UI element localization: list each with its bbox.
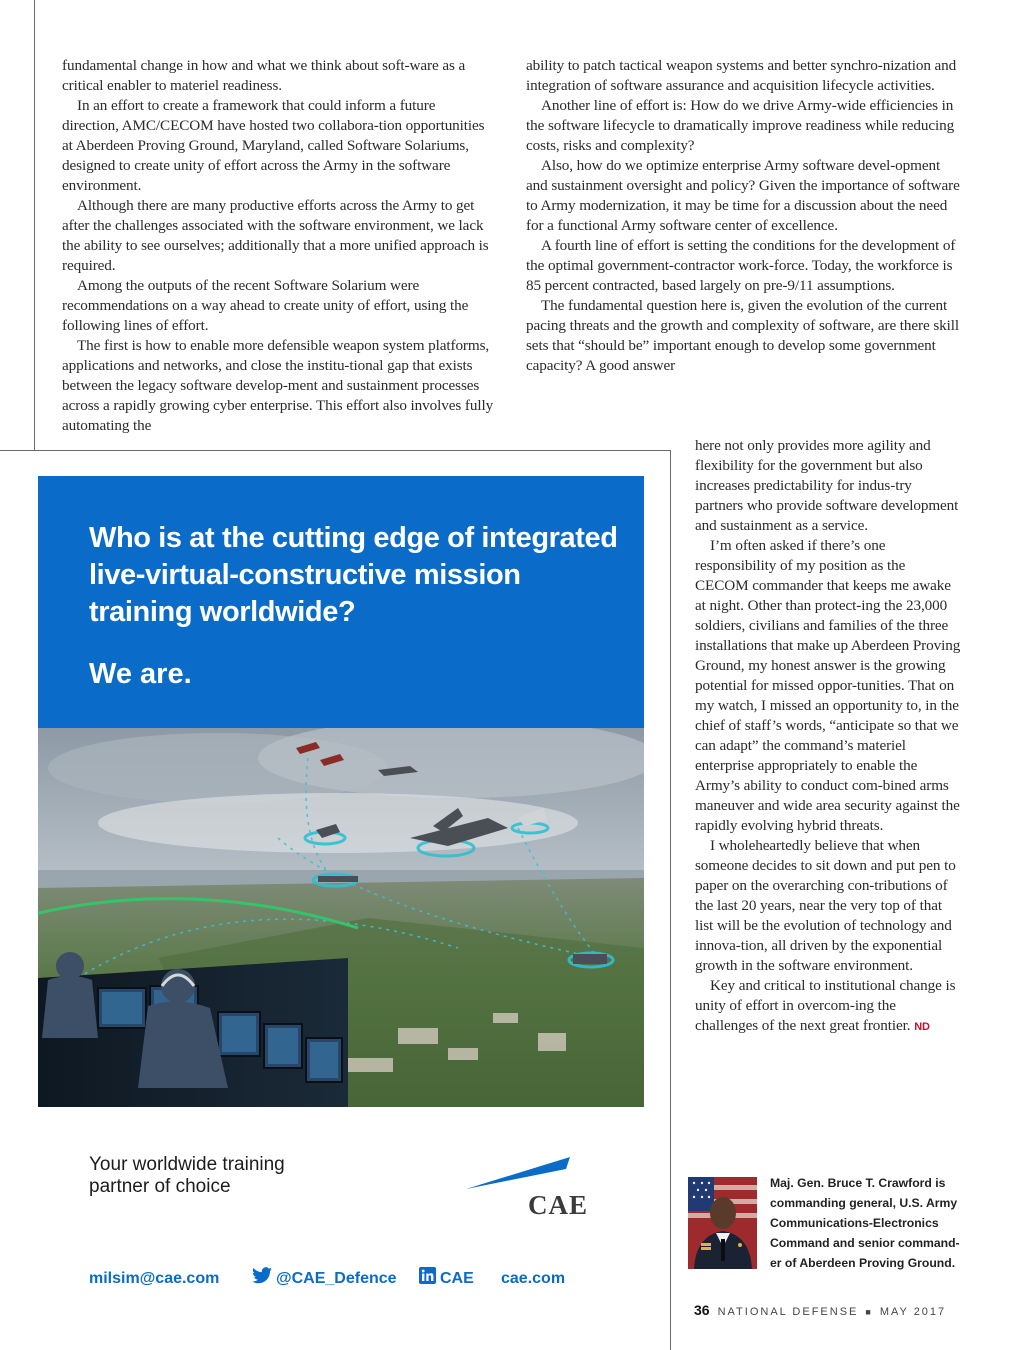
paragraph: Also, how do we optimize enterprise Army software devel-opment and sustainment oversight and policy? Given the importance of software to Army modernization, it may be time for a discussion about the need for a functional Army software center of excellence. [526, 157, 960, 234]
paragraph: In an effort to create a framework that could inform a future direction, AMC/CECOM have hosted two collabora-tion opportunities at Aberdeen Proving Ground, Maryland, called Software Solariums, designed to create unity of effort across the Army in the software environment. [62, 97, 485, 194]
separator-dot-icon: ■ [865, 1307, 873, 1317]
author-bio: Maj. Gen. Bruce T. Crawford is commanding general, U.S. Army Communications-Electronics Command and senior command-er of Aberdeen Proving Ground. [770, 1176, 960, 1270]
cae-logo-wordmark: CAE [528, 1190, 589, 1220]
closing-text: Key and critical to institutional change is unity of effort in overcom-ing the challenges of the next great frontier. [695, 977, 956, 1034]
ad-illustration [38, 728, 644, 1107]
paragraph: Another line of effort is: How do we drive Army-wide efficiencies in the software lifecycle to dramatically improve readiness while reducing costs, risks and complexity? [526, 97, 955, 154]
linkedin-icon [419, 1267, 436, 1291]
paragraph: here not only provides more agility and flexibility for the government but also increases predictability for indus-try partners who provide software development and sustainment as a service. [695, 437, 959, 534]
ad-frame-rule-right [670, 450, 671, 1350]
ad-headline-panel [38, 476, 644, 728]
paragraph: ability to patch tactical weapon systems and better synchro-nization and integration of software assurance and acquisition lifecycle activities. [526, 57, 957, 94]
ad-tagline: We are. [89, 658, 192, 690]
ad-slogan: Your worldwide training partner of choice [89, 1154, 285, 1197]
end-mark: ND [914, 1021, 930, 1033]
ad-email: milsim@cae.com [89, 1270, 220, 1287]
publication-name: NATIONAL DEFENSE [717, 1306, 859, 1318]
ad-website: cae.com [501, 1270, 566, 1287]
paragraph: fundamental change in how and what we think about soft-ware as a critical enabler to materiel readiness. [62, 57, 466, 94]
page-number: 36 [694, 1302, 710, 1318]
ad-website-link[interactable] [501, 1268, 565, 1290]
article-column-2 [526, 56, 960, 376]
issue-date: MAY 2017 [879, 1306, 947, 1318]
ad-headline: Who is at the cutting edge of integrated live-virtual-constructive mission training worldwide? [89, 522, 618, 628]
paragraph: The first is how to enable more defensible weapon system platforms, applications and networks, and close the institu-tional gap that exists between the legacy software develop-ment and sustainment processes across a rapidly growing cyber enterprise. This effort also involves fully automating the [62, 337, 494, 434]
paragraph: The fundamental question here is, given the evolution of the current pacing threats and the growth and complexity of software, are there skill sets that “should be” important enough to develop some government capacity? A good answer [526, 297, 959, 374]
paragraph: I’m often asked if there’s one responsibility of my position as the CECOM commander that keeps me awake at night. Other than protect-ing the 23,000 soldiers, civilians and families of the three installations that make up Aberdeen Proving Ground, my honest answer is the growing potential for missed oppor-tunities. That on my watch, I missed an opportunity to, in the chief of staff’s words, “anticipate so that we can adapt” the command’s materiel enterprise appropriately to enable the Army’s ability to conduct com-bined arms maneuver and wide area security against the rapidly evolving hybrid threats. [695, 537, 961, 834]
author-photo [688, 1177, 757, 1269]
closing-paragraph [695, 976, 961, 1037]
ad-frame-rule-top [0, 450, 670, 451]
ad-email-link[interactable] [89, 1268, 219, 1290]
paragraph: Although there are many productive efforts across the Army to get after the challenges associated with the software environment, we lack the ability to see ourselves; additionally that a more unified approach is required. [62, 197, 489, 274]
ad-linkedin-name: CAE [440, 1270, 474, 1287]
paragraph: A fourth line of effort is setting the conditions for the development of the optimal government-contractor work-force. Today, the workforce is 85 percent contracted, based largely on pre-9/11 assumptions. [526, 237, 956, 294]
ad-linkedin-link[interactable] [419, 1268, 474, 1290]
paragraph: I wholeheartedly believe that when someone decides to sit down and put pen to paper on the overarching con-tributions of the last 20 years, near the very top of that list will be the evolution of technology and innova-tion, all driven by the exponential growth in the software environment. [695, 837, 956, 974]
article-column-1 [62, 56, 494, 436]
ad-twitter-link[interactable] [252, 1268, 397, 1290]
paragraph: Among the outputs of the recent Software Solarium were recommendations on a way ahead to create unity of effort, using the following lines of effort. [62, 277, 469, 334]
article-column-3 [695, 436, 961, 1037]
twitter-bird-icon [252, 1267, 272, 1291]
page-footer [694, 1302, 946, 1318]
page-frame-rule-left [34, 0, 35, 450]
ad-twitter-handle: @CAE_Defence [276, 1270, 397, 1287]
